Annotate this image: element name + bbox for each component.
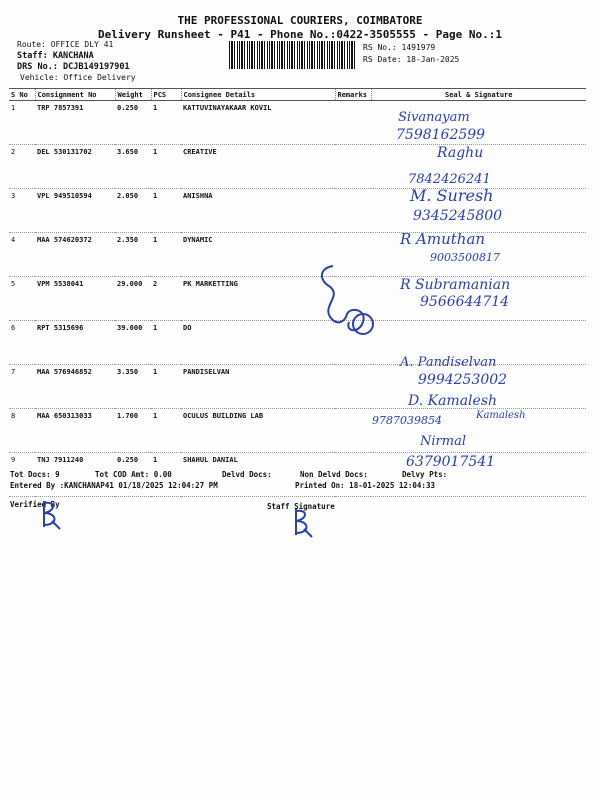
- row-sno: 2: [9, 145, 35, 189]
- row-sno: 7: [9, 365, 35, 409]
- signature-4-phone: 9003500817: [430, 251, 500, 264]
- verified-by-label: Verified By: [10, 500, 60, 509]
- row-consignee: OCULUS BUILDING LAB: [181, 409, 335, 453]
- signature-5-phone: 9566644714: [420, 294, 510, 310]
- row-consignment-no: MAA 574620372: [35, 233, 115, 277]
- rs-number: RS No.: 1491979: [363, 43, 436, 52]
- row-pcs: 1: [151, 321, 181, 365]
- row-pcs: 1: [151, 101, 181, 145]
- row-consignee: DO: [181, 321, 335, 365]
- row-remarks: [335, 101, 371, 145]
- table-row: [9, 145, 586, 189]
- row-weight: 1.700: [115, 409, 151, 453]
- signature-8-name: D. Kamalesh: [408, 393, 498, 409]
- table-row: [9, 321, 586, 365]
- row-sno: 1: [9, 101, 35, 145]
- row-consignment-no: TRP 7857391: [35, 101, 115, 145]
- row-weight: 0.250: [115, 453, 151, 497]
- col-consignment: Consignment No: [35, 89, 115, 101]
- signature-5-name: R Subramanian: [400, 277, 511, 293]
- row-remarks: [335, 365, 371, 409]
- verified-by-signature: [38, 497, 64, 533]
- row-consignment-no: VPL 949510594: [35, 189, 115, 233]
- rs-date: RS Date: 18-Jan-2025: [363, 55, 460, 64]
- row-consignment-no: TNJ 7911240: [35, 453, 115, 497]
- row-consignee: PK MARKETTING: [181, 277, 335, 321]
- row-sno: 4: [9, 233, 35, 277]
- row-weight: 39.000: [115, 321, 151, 365]
- signature-9-phone: 6379017541: [406, 454, 496, 470]
- row-pcs: 1: [151, 453, 181, 497]
- row-sno: 5: [9, 277, 35, 321]
- row-sno: 9: [9, 453, 35, 497]
- row-consignee: SHAHUL DANIAL: [181, 453, 335, 497]
- printed-on: Printed On: 18-01-2025 12:04:33: [295, 481, 435, 490]
- delivery-points: Delvy Pts:: [402, 470, 448, 479]
- row-consignee: PANDISELVAN: [181, 365, 335, 409]
- row-remarks: [335, 409, 371, 453]
- total-cod-amount: Tot COD Amt: 0.00: [95, 470, 172, 479]
- row-consignment-no: MAA 650313033: [35, 409, 115, 453]
- row-pcs: 1: [151, 409, 181, 453]
- row-remarks: [335, 189, 371, 233]
- row-consignment-no: MAA 576946852: [35, 365, 115, 409]
- signature-3-phone-b: 9345245800: [413, 208, 503, 224]
- row-sno: 8: [9, 409, 35, 453]
- signature-3-name: M. Suresh: [410, 186, 494, 205]
- row-consignee: ANISHNA: [181, 189, 335, 233]
- delivered-docs: Delvd Docs:: [222, 470, 272, 479]
- staff-signature-label: Staff Signature: [267, 502, 335, 511]
- col-consignee: Consignee Details: [181, 89, 335, 101]
- row-consignee: DYNAMIC: [181, 233, 335, 277]
- row-consignee: CREATIVE: [181, 145, 335, 189]
- vehicle-label: Vehicle: Office Delivery: [20, 73, 136, 82]
- signature-8-phone: 9787039854: [372, 414, 442, 427]
- runsheet-subtitle: Delivery Runsheet - P41 - Phone No.:0422-3505555 - Page No.:1: [98, 28, 502, 41]
- row-weight: 3.350: [115, 365, 151, 409]
- row-pcs: 2: [151, 277, 181, 321]
- route-label: Route: OFFICE DLY 41: [17, 40, 114, 49]
- row-sno: 3: [9, 189, 35, 233]
- row-pcs: 1: [151, 365, 181, 409]
- company-title: THE PROFESSIONAL COURIERS, COIMBATORE: [177, 14, 423, 27]
- signature-2: Raghu: [437, 145, 484, 161]
- entered-by: Entered By :KANCHANAP41 01/18/2025 12:04:27 PM: [10, 481, 218, 490]
- signature-6-scribble: [315, 262, 380, 342]
- row-pcs: 1: [151, 233, 181, 277]
- row-consignment-no: VPM 5538041: [35, 277, 115, 321]
- row-weight: 2.350: [115, 233, 151, 277]
- staff-label: Staff: KANCHANA: [17, 51, 94, 61]
- row-weight: 29.000: [115, 277, 151, 321]
- signature-7-name: A. Pandiselvan: [400, 355, 497, 370]
- row-weight: 3.650: [115, 145, 151, 189]
- barcode: [229, 41, 356, 69]
- table-header-row: [9, 89, 586, 101]
- non-delivered-docs: Non Delvd Docs:: [300, 470, 368, 479]
- row-remarks: [335, 145, 371, 189]
- staff-signature-mark: [290, 505, 316, 541]
- col-seal-signature: Seal & Signature: [371, 89, 586, 101]
- row-pcs: 1: [151, 145, 181, 189]
- col-remarks: Remarks: [335, 89, 371, 101]
- signature-7-phone: 9994253002: [418, 372, 508, 388]
- signature-3-phone-a: 7842426241: [408, 172, 491, 187]
- signature-1-name: Sivanayam: [398, 110, 470, 125]
- col-sno: S No: [9, 89, 35, 101]
- row-weight: 0.250: [115, 101, 151, 145]
- col-weight: Weight: [115, 89, 151, 101]
- signature-8-name-b: Kamalesh: [476, 410, 526, 421]
- row-consignee: KATTUVINAYAKAAR KOVIL: [181, 101, 335, 145]
- row-sno: 6: [9, 321, 35, 365]
- signature-1-phone: 7598162599: [396, 127, 486, 143]
- signature-4-name: R Amuthan: [400, 230, 486, 248]
- table-row: [9, 101, 586, 145]
- drs-number: DRS No.: DCJB149197901: [17, 62, 130, 72]
- row-weight: 2.050: [115, 189, 151, 233]
- row-consignment-no: RPT 5315696: [35, 321, 115, 365]
- total-docs: Tot Docs: 9: [10, 470, 60, 479]
- row-pcs: 1: [151, 189, 181, 233]
- row-consignment-no: DEL 530131702: [35, 145, 115, 189]
- signature-9-name: Nirmal: [420, 434, 466, 449]
- col-pcs: PCS: [151, 89, 181, 101]
